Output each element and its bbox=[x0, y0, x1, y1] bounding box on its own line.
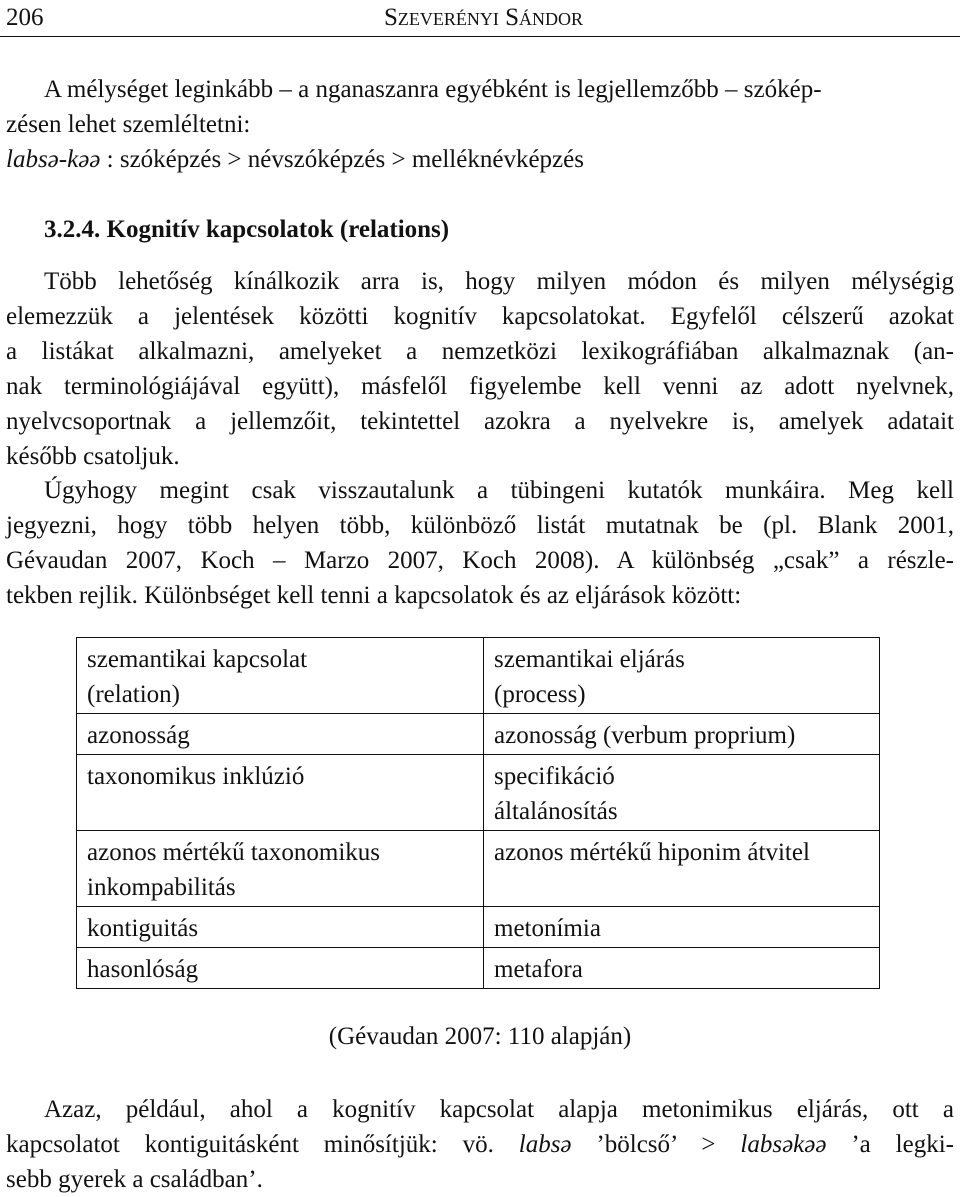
header-cell-process: szemantikai eljárás (process) bbox=[484, 638, 880, 714]
table-row bbox=[77, 948, 880, 989]
relation-cell: azonos mértékű taxonomikus inkompabilitás bbox=[77, 831, 484, 907]
text-line: Úgyhogy megint csak visszautalunk a tübingeni kutatók munkáira. Meg kell bbox=[44, 477, 954, 504]
text-line: A mélységet leginkább – a nganaszanra egyébként is legjellemzőbb – szókép- bbox=[44, 76, 822, 103]
running-header bbox=[0, 0, 960, 37]
relation-cell: hasonlóság bbox=[77, 948, 484, 989]
text-line: nak terminológiájával együtt), másfelől figyelembe kell venni az adott nyelvnek, bbox=[6, 373, 954, 400]
paragraph-3 bbox=[6, 1092, 954, 1197]
running-head-author: SZEVERÉNYI SÁNDOR bbox=[384, 4, 584, 31]
text-line: elemezzük a jelentések közötti kognitív kapcsolatokat. Egyfelől célszerű azokat bbox=[6, 303, 954, 330]
text-line: sebb gyerek a családban’. bbox=[6, 1166, 263, 1193]
page-number: 206 bbox=[6, 4, 44, 31]
table-caption: (Gévaudan 2007: 110 alapján) bbox=[328, 1023, 632, 1050]
text-line: kapcsolatot kontiguitásként minősítjük: vö. labsə ’bölcső’ > labsəkəə ’a legki- bbox=[6, 1131, 954, 1158]
example-word: labsə-kəə bbox=[6, 146, 101, 173]
relation-cell: kontiguitás bbox=[77, 907, 484, 948]
text-line: tekben rejlik. Különbséget kell tenni a kapcsolatok és az eljárások között: bbox=[6, 582, 742, 609]
header-cell-relation: szemantikai kapcsolat (relation) bbox=[77, 638, 484, 714]
table-header-row bbox=[77, 638, 880, 714]
relation-cell: azonosság bbox=[77, 714, 484, 755]
process-cell: metafora bbox=[484, 948, 880, 989]
text-line: Gévaudan 2007, Koch – Marzo 2007, Koch 2008). A különbség „csak” a részle- bbox=[6, 547, 954, 574]
table-row bbox=[77, 907, 880, 948]
table-row bbox=[77, 831, 880, 907]
paragraph-1 bbox=[6, 264, 954, 474]
process-cell: azonos mértékű hiponim átvitel bbox=[484, 831, 880, 907]
relations-table bbox=[76, 637, 880, 989]
text-line: Azaz, például, ahol a kognitív kapcsolat alapja metonimikus eljárás, ott a bbox=[44, 1096, 954, 1123]
process-cell: specifikáció általánosítás bbox=[484, 755, 880, 831]
text-line: Több lehetőség kínálkozik arra is, hogy milyen módon és milyen mélységig bbox=[44, 268, 954, 295]
process-cell: azonosság (verbum proprium) bbox=[484, 714, 880, 755]
intro-paragraph bbox=[6, 72, 954, 177]
table-row bbox=[77, 714, 880, 755]
text-line: zésen lehet szemléltetni: bbox=[6, 111, 251, 138]
paragraph-2 bbox=[6, 473, 954, 613]
section-heading: 3.2.4. Kognitív kapcsolatok (relations) bbox=[44, 216, 450, 243]
example-word: labsəkəə bbox=[740, 1131, 827, 1158]
text-line: nyelvcsoportnak a jellemzőit, tekintettel azokra a nyelvekre is, amelyek adatait bbox=[6, 408, 954, 435]
table-row bbox=[77, 755, 880, 831]
text-line: a listákat alkalmazni, amelyeket a nemzetközi lexikográfiában alkalmaznak (an- bbox=[6, 338, 954, 365]
text-line: jegyezni, hogy több helyen több, különböző listát mutatnak be (pl. Blank 2001, bbox=[6, 512, 954, 539]
text-line: később csatoljuk. bbox=[6, 443, 180, 470]
example-line: labsə-kəə : szóképzés > névszóképzés > melléknévképzés bbox=[6, 146, 584, 173]
example-word: labsə bbox=[518, 1131, 572, 1158]
process-cell: metonímia bbox=[484, 907, 880, 948]
relation-cell: taxonomikus inklúzió bbox=[77, 755, 484, 831]
